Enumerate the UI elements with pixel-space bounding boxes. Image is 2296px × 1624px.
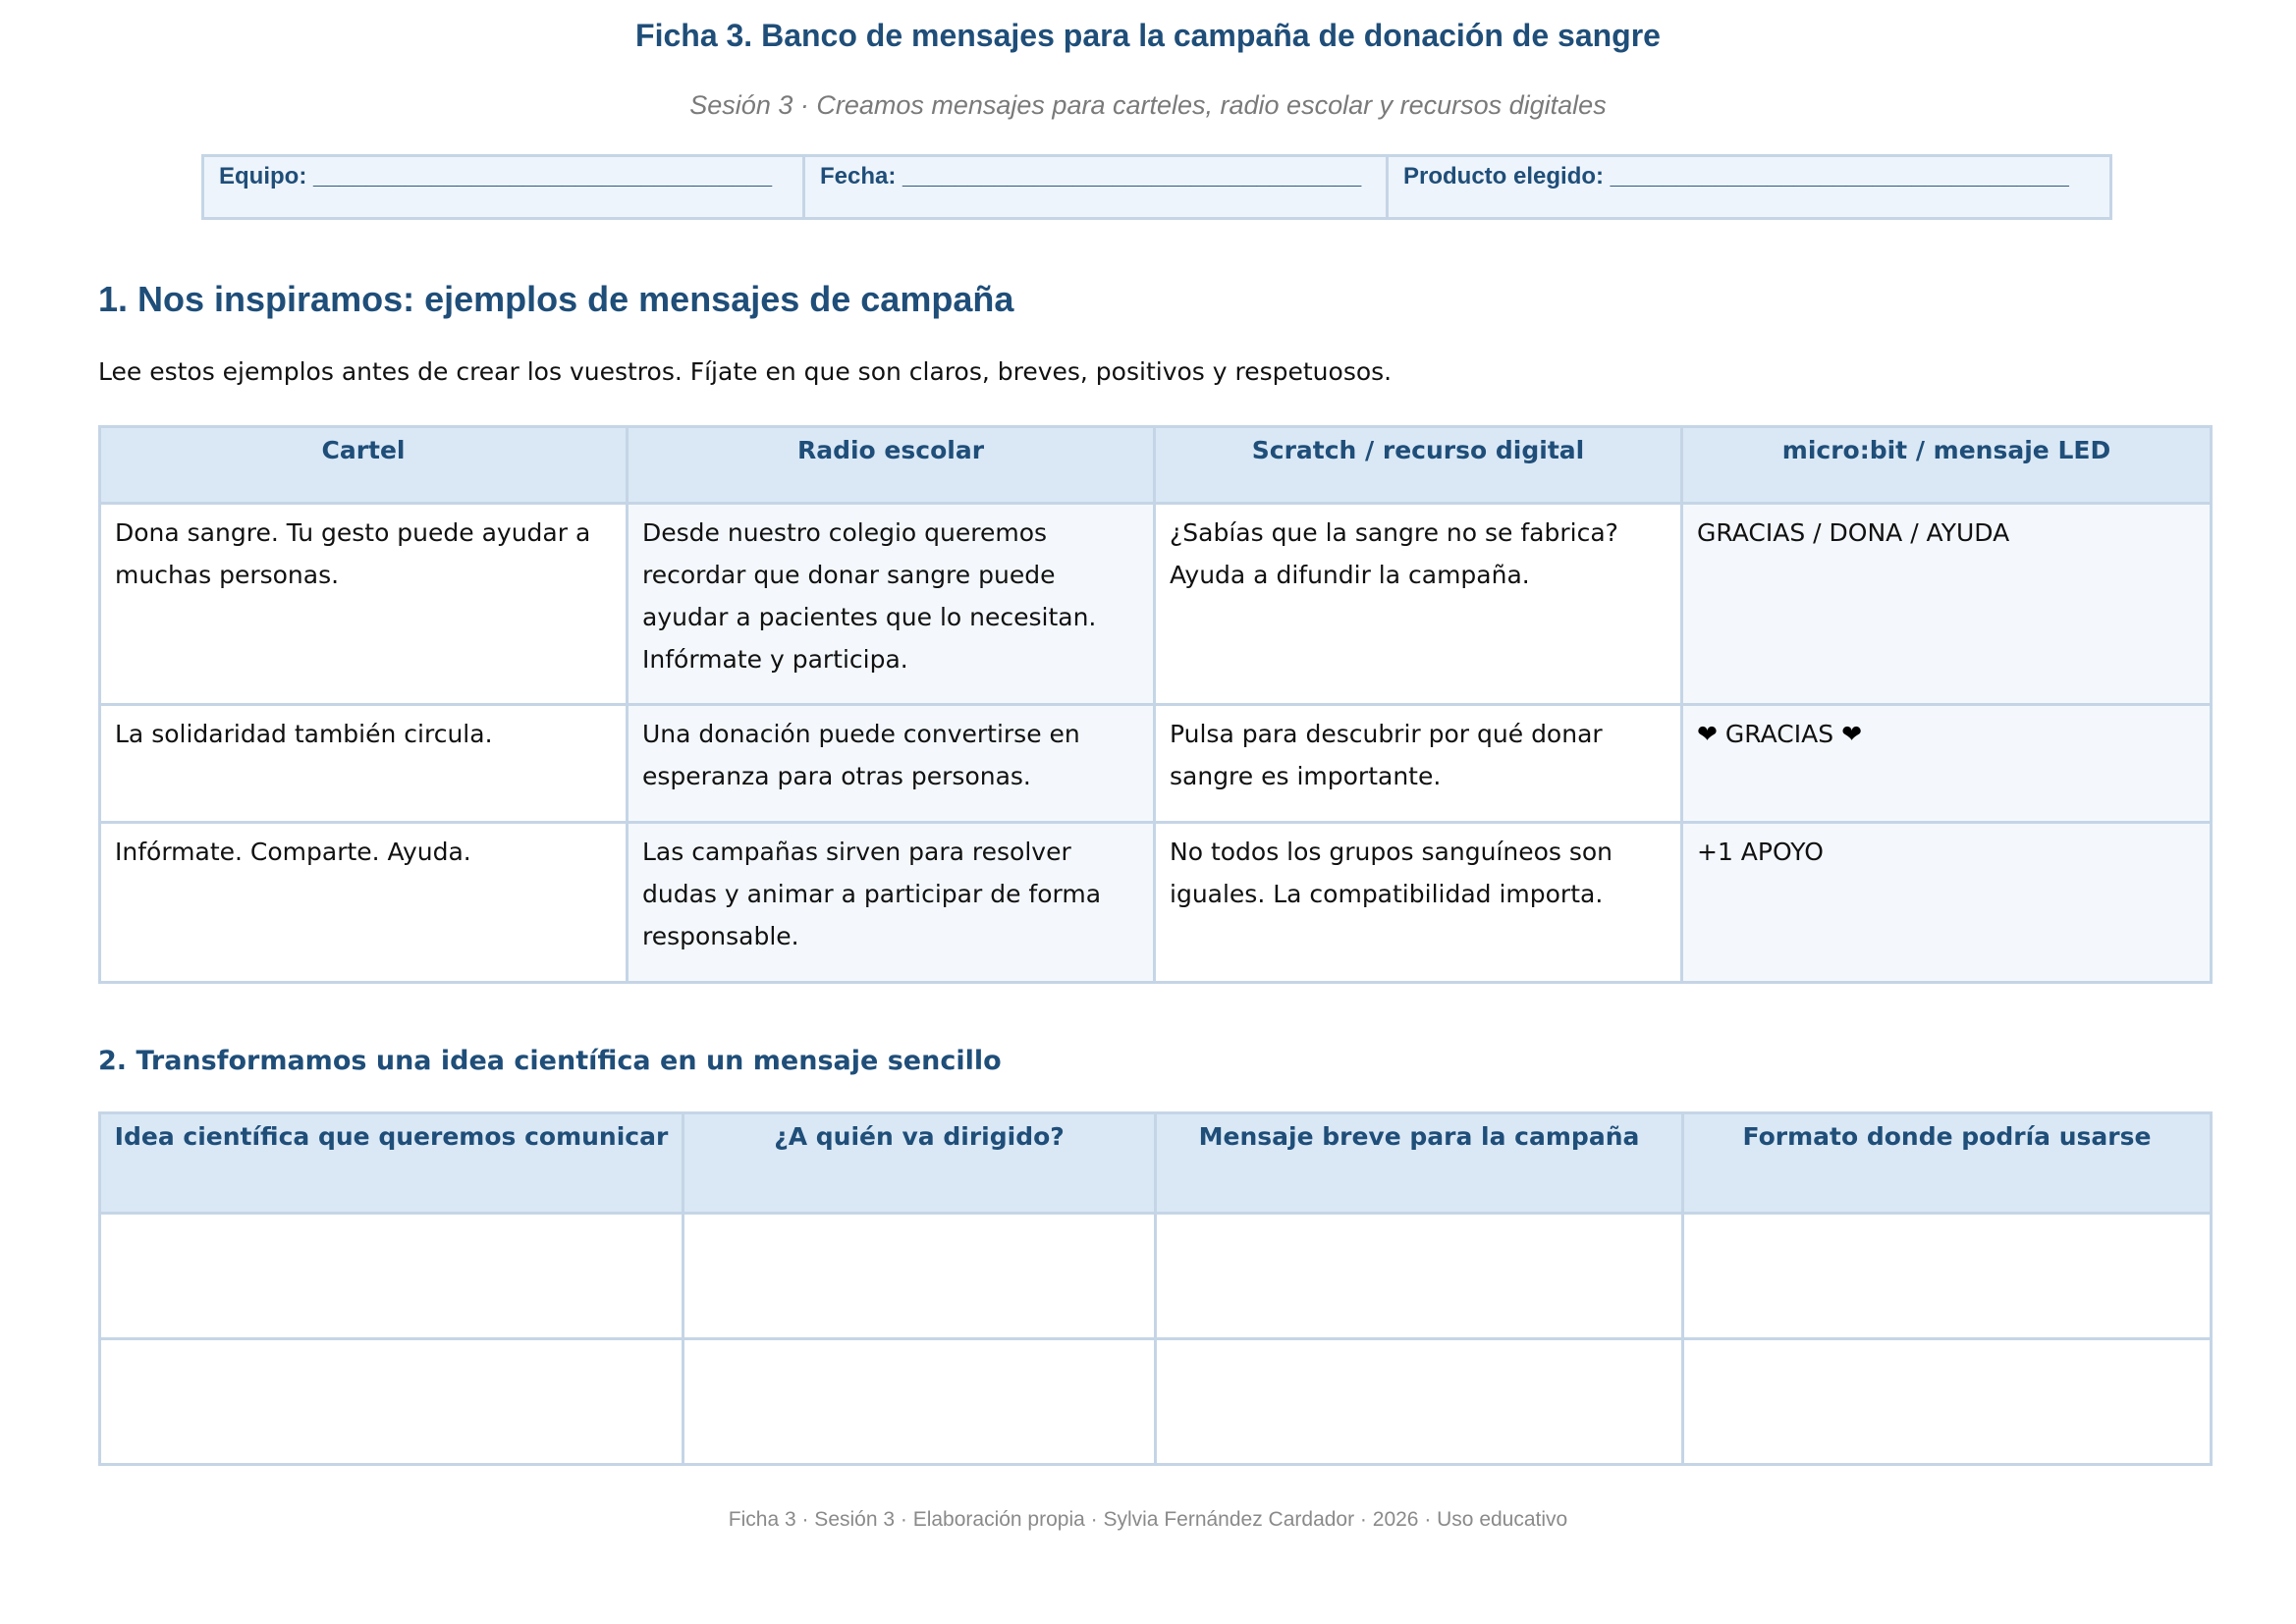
table-row <box>100 504 2212 705</box>
column-header-scratch: Scratch / recurso digital <box>1155 427 1682 504</box>
column-header-message: Mensaje breve para la campaña <box>1156 1113 1683 1214</box>
table-cell: ¿Sabías que la sangre no se fabrica? Ayuda a difundir la campaña. <box>1155 504 1682 705</box>
section2-heading: 2. Transformamos una idea científica en un mensaje sencillo <box>98 1046 1002 1076</box>
table-cell: Dona sangre. Tu gesto puede ayudar a muchas personas. <box>100 504 628 705</box>
empty-cell[interactable] <box>100 1339 683 1465</box>
page-subtitle: Sesión 3 · Creamos mensajes para carteles, radio escolar y recursos digitales <box>689 90 1607 120</box>
empty-cell[interactable] <box>100 1214 683 1339</box>
table-cell: Pulsa para descubrir por qué donar sangre es importante. <box>1155 705 1682 823</box>
page-footer: Ficha 3 · Sesión 3 · Elaboración propia · Sylvia Fernández Cardador · 2026 · Uso educativo <box>728 1508 1568 1531</box>
table-cell: Las campañas sirven para resolver dudas y animar a participar de forma responsable. <box>628 823 1155 983</box>
info-fields-table <box>201 154 2112 220</box>
heart-icon: ❤ <box>1841 720 1863 748</box>
product-field[interactable]: Producto elegido: ___________________________________ <box>1388 156 2111 219</box>
heart-icon: ❤ <box>1697 720 1718 748</box>
column-header-microbit: micro:bit / mensaje LED <box>1682 427 2212 504</box>
column-header-audience: ¿A quién va dirigido? <box>683 1113 1156 1214</box>
table-row <box>100 1339 2212 1465</box>
empty-cell[interactable] <box>683 1339 1156 1465</box>
column-header-cartel: Cartel <box>100 427 628 504</box>
column-header-idea: Idea científica que queremos comunicar <box>100 1113 683 1214</box>
column-header-format: Formato donde podría usarse <box>1683 1113 2212 1214</box>
table-cell: La solidaridad también circula. <box>100 705 628 823</box>
table-row <box>100 823 2212 983</box>
led-message: GRACIAS <box>1724 720 1834 748</box>
table-cell: +1 APOYO <box>1682 823 2212 983</box>
team-field[interactable]: Equipo: ___________________________________ <box>203 156 804 219</box>
table-cell: Infórmate. Comparte. Ayuda. <box>100 823 628 983</box>
table-row <box>100 705 2212 823</box>
table-cell: GRACIAS / DONA / AYUDA <box>1682 504 2212 705</box>
table-cell: Desde nuestro colegio queremos recordar que donar sangre puede ayudar a pacientes que lo necesitan. Infórmate y participa. <box>628 504 1155 705</box>
empty-cell[interactable] <box>1156 1339 1683 1465</box>
table-row <box>100 1214 2212 1339</box>
section1-intro: Lee estos ejemplos antes de crear los vuestros. Fíjate en que son claros, breves, positivos y respetuosos. <box>98 357 1393 386</box>
empty-cell[interactable] <box>1683 1214 2212 1339</box>
page-title: Ficha 3. Banco de mensajes para la campaña de donación de sangre <box>635 18 1661 53</box>
empty-cell[interactable] <box>1156 1214 1683 1339</box>
transform-table <box>98 1111 2213 1466</box>
table-cell: Una donación puede convertirse en esperanza para otras personas. <box>628 705 1155 823</box>
date-field[interactable]: Fecha: ___________________________________ <box>804 156 1388 219</box>
empty-cell[interactable] <box>683 1214 1156 1339</box>
table-cell <box>1682 705 2212 823</box>
examples-table <box>98 425 2213 984</box>
table-cell: No todos los grupos sanguíneos son iguales. La compatibilidad importa. <box>1155 823 1682 983</box>
section1-heading: 1. Nos inspiramos: ejemplos de mensajes de campaña <box>98 279 1014 319</box>
column-header-radio: Radio escolar <box>628 427 1155 504</box>
empty-cell[interactable] <box>1683 1339 2212 1465</box>
